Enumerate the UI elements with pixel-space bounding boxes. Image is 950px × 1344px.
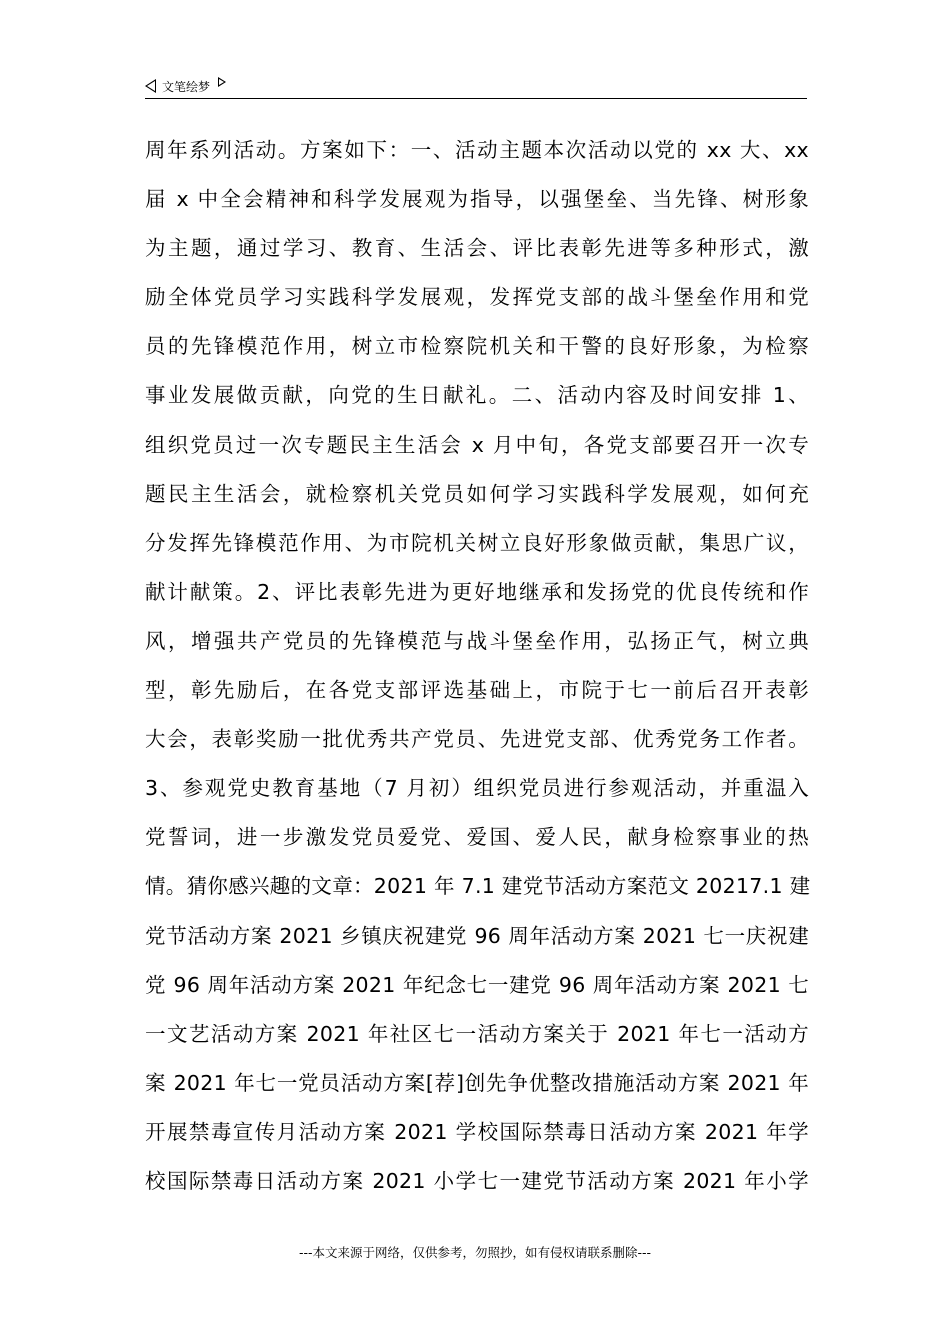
body-text bbox=[145, 130, 809, 1210]
page-header bbox=[145, 74, 807, 99]
text-line: 党节活动方案 2021 乡镇庆祝建党 96 周年活动方案 2021 七一庆祝建 bbox=[145, 923, 809, 948]
text-line: 一文艺活动方案 2021 年社区七一活动方案关于 2021 年七一活动方 bbox=[145, 1021, 809, 1046]
text-line: 情。猜你感兴趣的文章：2021 年 7.1 建党节活动方案范文 20217.1 建 bbox=[145, 874, 811, 899]
page-footer: ---本文来源于网络，仅供参考，勿照抄，如有侵权请联系删除--- bbox=[298, 1245, 652, 1260]
text-line: 大会，表彰奖励一批优秀共产党员、先进党支部、优秀党务工作者。 bbox=[145, 727, 809, 752]
text-line: 3、参观党史教育基地（7 月初）组织党员进行参观活动，并重温入 bbox=[145, 776, 809, 801]
triangle-left-icon bbox=[145, 79, 156, 93]
text-line: 党誓词，进一步激发党员爱党、爱国、爱人民，献身检察事业的热 bbox=[145, 825, 809, 850]
text-line: 献计献策。2、评比表彰先进为更好地继承和发扬党的优良传统和作 bbox=[145, 579, 809, 604]
text-line: 事业发展做贡献，向党的生日献礼。二、活动内容及时间安排 1、 bbox=[145, 383, 809, 408]
triangle-right-icon bbox=[218, 77, 226, 87]
text-line: 风，增强共产党员的先锋模范与战斗堡垒作用，弘扬正气，树立典 bbox=[145, 628, 809, 653]
text-line: 届 x 中全会精神和科学发展观为指导，以强堡垒、当先锋、树形象 bbox=[145, 187, 809, 212]
text-line: 党 96 周年活动方案 2021 年纪念七一建党 96 周年活动方案 2021 七 bbox=[145, 972, 809, 997]
text-line: 开展禁毒宣传月活动方案 2021 学校国际禁毒日活动方案 2021 年学 bbox=[145, 1119, 809, 1144]
header-title: 文笔绘梦 bbox=[162, 79, 211, 94]
text-line: 案 2021 年七一党员活动方案[荐]创先争优整改措施活动方案 2021 年 bbox=[145, 1070, 809, 1095]
text-line: 型，彰先励后，在各党支部评选基础上，市院于七一前后召开表彰 bbox=[145, 678, 809, 703]
text-line: 为主题，通过学习、教育、生活会、评比表彰先进等多种形式，激 bbox=[145, 236, 809, 261]
text-line: 校国际禁毒日活动方案 2021 小学七一建党节活动方案 2021 年小学 bbox=[145, 1168, 809, 1193]
text-line: 分发挥先锋模范作用、为市院机关树立良好形象做贡献，集思广议， bbox=[145, 530, 809, 555]
text-line: 题民主生活会，就检察机关党员如何学习实践科学发展观，如何充 bbox=[145, 481, 809, 506]
text-line: 周年系列活动。方案如下：一、活动主题本次活动以党的 xx 大、xx bbox=[145, 138, 809, 162]
text-line: 员的先锋模范作用，树立市检察院机关和干警的良好形象，为检察 bbox=[145, 334, 809, 359]
text-line: 组织党员过一次专题民主生活会 x 月中旬，各党支部要召开一次专 bbox=[145, 432, 809, 457]
text-line: 励全体党员学习实践科学发展观，发挥党支部的战斗堡垒作用和党 bbox=[145, 285, 809, 310]
